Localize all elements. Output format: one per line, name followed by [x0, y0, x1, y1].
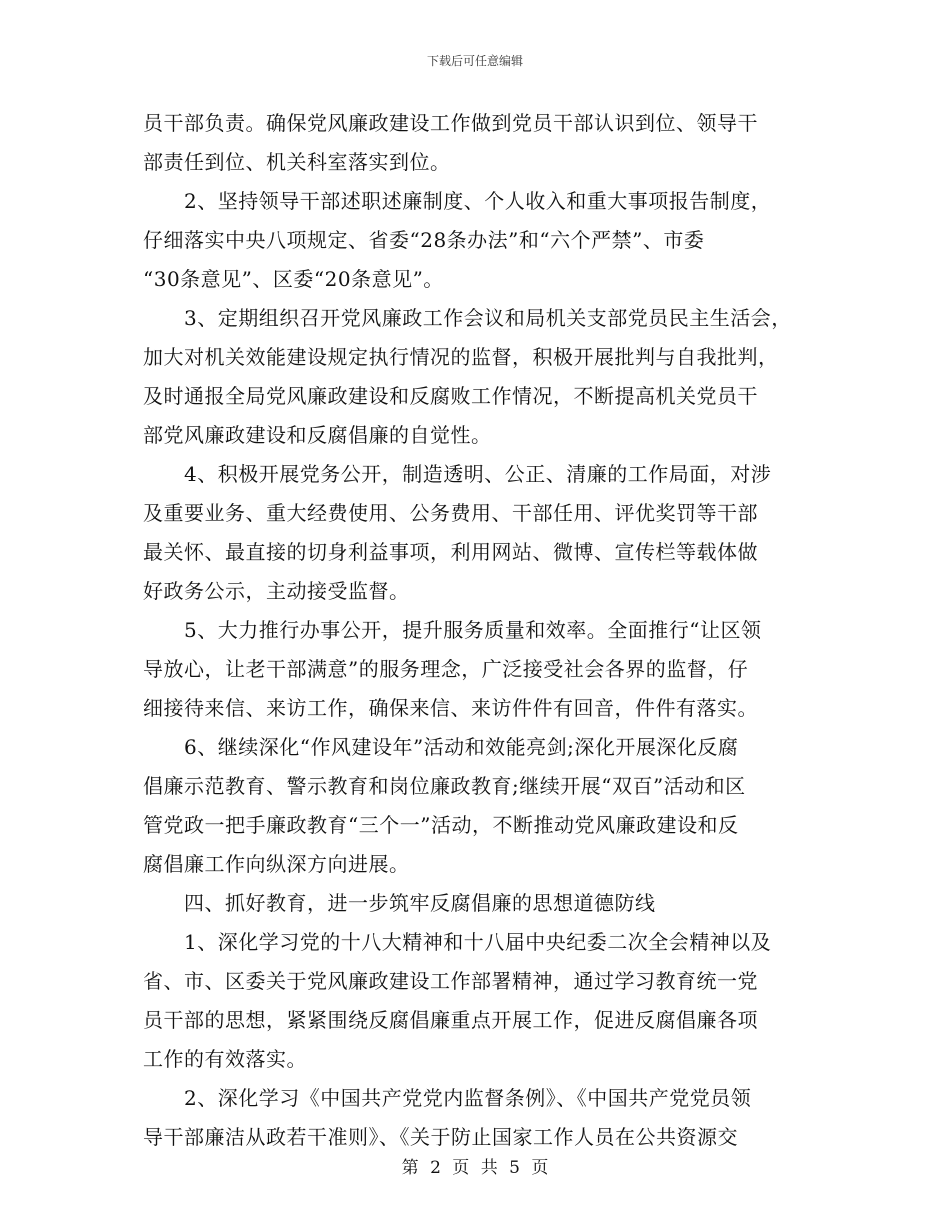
text-line: 6、继续深化“作风建设年”活动和效能亮剑;深化开展深化反腐: [143, 735, 739, 759]
text-line: 员干部负责。确保党风廉政建设工作做到党员干部认识到位、领导干: [143, 111, 758, 135]
text-line: 2、坚持领导干部述职述廉制度、个人收入和重大事项报告制度，: [143, 189, 772, 213]
text-line: 导放心，让老干部满意”的服务理念，广泛接受社会各界的监督，仔: [143, 657, 749, 681]
text-line: 腐倡廉工作向纵深方向进展。: [143, 852, 410, 876]
text-line: 5、大力推行办事公开，提升服务质量和效率。全面推行“让区领: [143, 618, 762, 642]
page-header: 下载后可任意编辑: [426, 54, 523, 68]
text-line: 最关怀、最直接的切身利益事项，利用网站、微博、宣传栏等载体做: [143, 540, 758, 564]
page-number: 第 2 页 共 5 页: [401, 1158, 549, 1178]
text-line: “30条意见”、区委“20条意见”。: [143, 267, 444, 291]
text-line: 倡廉示范教育、警示教育和岗位廉政教育;继续开展“双百”活动和区: [143, 774, 746, 798]
text-line: 及时通报全局党风廉政建设和反腐败工作情况，不断提高机关党员干: [143, 384, 758, 408]
text-line: 工作的有效落实。: [143, 1047, 307, 1071]
text-line: 部党风廉政建设和反腐倡廉的自觉性。: [143, 423, 492, 447]
text-line: 部责任到位、机关科室落实到位。: [143, 150, 451, 174]
text-line: 员干部的思想，紧紧围绕反腐倡廉重点开展工作，促进反腐倡廉各项: [143, 1008, 758, 1032]
document-body: [143, 104, 823, 1157]
text-line: 3、定期组织召开党风廉政工作会议和局机关支部党员民主生活会，: [143, 306, 792, 330]
text-line: 仔细落实中央八项规定、省委“28条办法”和“六个严禁”、市委: [143, 228, 705, 252]
section-heading: 四、抓好教育，进一步筑牢反腐倡廉的思想道德防线: [143, 891, 656, 915]
text-line: 4、积极开展党务公开，制造透明、公正、清廉的工作局面，对涉: [143, 462, 772, 486]
text-line: 管党政一把手廉政教育“三个一”活动，不断推动党风廉政建设和反: [143, 813, 739, 837]
text-line: 导干部廉洁从政若干准则》、《关于防止国家工作人员在公共资源交: [143, 1125, 738, 1149]
text-line: 及重要业务、重大经费使用、公务费用、干部任用、评优奖罚等干部: [143, 501, 758, 525]
text-line: 1、深化学习党的十八大精神和十八届中央纪委二次全会精神以及: [143, 930, 772, 954]
text-line: 好政务公示，主动接受监督。: [143, 579, 410, 603]
text-line: 2、深化学习《中国共产党党内监督条例》、《中国共产党党员领: [143, 1086, 752, 1110]
text-line: 省、市、区委关于党风廉政建设工作部署精神，通过学习教育统一党: [143, 969, 758, 993]
text-line: 细接待来信、来访工作，确保来信、来访件件有回音，件件有落实。: [143, 696, 758, 720]
text-line: 加大对机关效能建设规定执行情况的监督，积极开展批判与自我批判，: [143, 345, 779, 369]
